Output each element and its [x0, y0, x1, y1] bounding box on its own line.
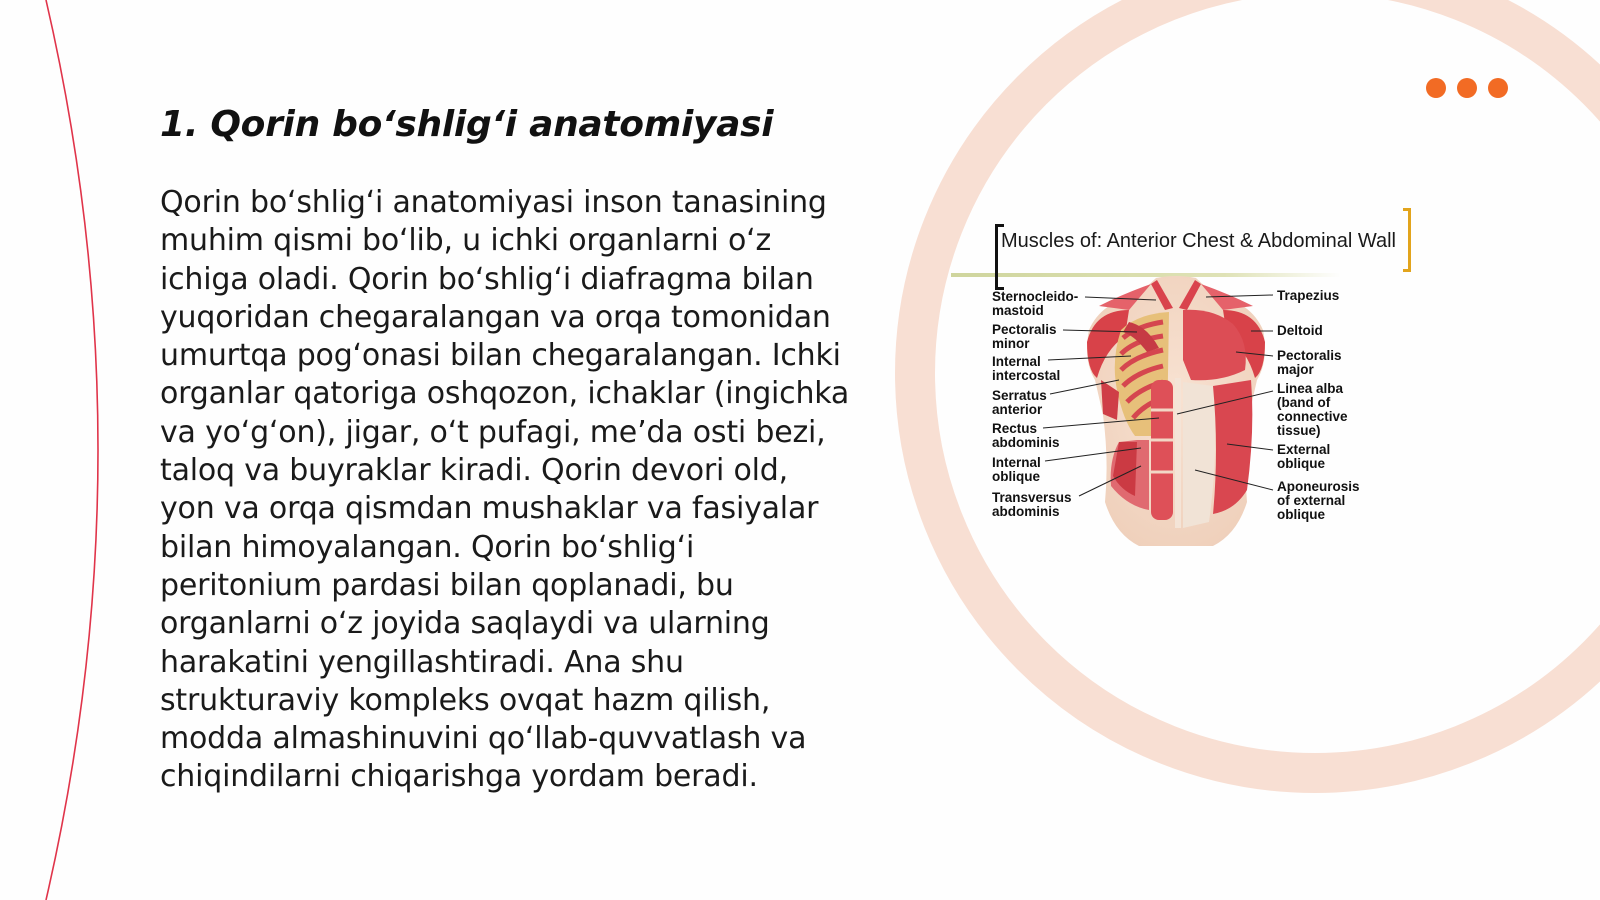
slide-title: 1. Qorin bo‘shlig‘i anatomiyasi [160, 104, 774, 145]
label-deltoid: Deltoid [1277, 323, 1323, 338]
label-trapezius: Trapezius [1277, 288, 1340, 303]
label-external-oblique: External oblique [1277, 442, 1331, 471]
more-dots-icon [1426, 78, 1512, 102]
slide-body-text: Qorin bo‘shlig‘i anatomiyasi inson tanasining muhim qismi bo‘lib, u ichki organlarni o‘z ichiga oladi. Qorin bo‘shlig‘i diafragma bilan yuqoridan chegaralangan va orqa tomonidan umurtqa pog‘onasi bilan chegaralangan. Ichki organlar qatoriga oshqozon, ichaklar (ingichka va yo‘g‘on), jigar, o‘t pufagi, me’da osti bezi, taloq va buyraklar kiradi. Qorin devori old, yon va orqa qismdan mushaklar va fasiyalar bilan himoyalangan. Qorin bo‘shlig‘i peritonium pardasi bilan qoplanadi, bu organlarni o‘z joyida saqlaydi va ularning harakatini yengillashtiradi. Ana shu strukturaviy kompleks ovqat hazm qilish, modda almashinuvini qo‘llab-quvvatlash va chiqindilarni chiqarishga yordam beradi. [160, 185, 850, 795]
label-internal-intercostal: Internal intercostal [992, 354, 1061, 383]
dot [1426, 78, 1446, 98]
label-pectoralis-minor: Pectoralis minor [992, 322, 1057, 351]
dot [1457, 78, 1477, 98]
linea-alba [1175, 378, 1181, 528]
left-accent-curve [46, 0, 98, 900]
label-linea-alba: Linea alba (band of connective tissue) [1277, 381, 1348, 438]
label-rectus-abdominis: Rectus abdominis [992, 421, 1060, 450]
label-aponeurosis: Aponeurosis of external oblique [1277, 479, 1360, 522]
label-pectoralis-major: Pectoralis major [1277, 348, 1342, 377]
anatomy-figure [951, 210, 1421, 560]
rectus-abdominis-muscle [1151, 380, 1173, 520]
label-sternocleidomastoid: Sternocleido- mastoid [992, 289, 1079, 318]
label-internal-oblique: Internal oblique [992, 455, 1041, 484]
dot [1488, 78, 1508, 98]
label-transversus-abdominis: Transversus abdominis [992, 490, 1072, 519]
figure-title: Muscles of: Anterior Chest & Abdominal Wall [1001, 230, 1396, 252]
aponeurosis [1183, 382, 1215, 528]
label-serratus-anterior: Serratus anterior [992, 388, 1047, 417]
